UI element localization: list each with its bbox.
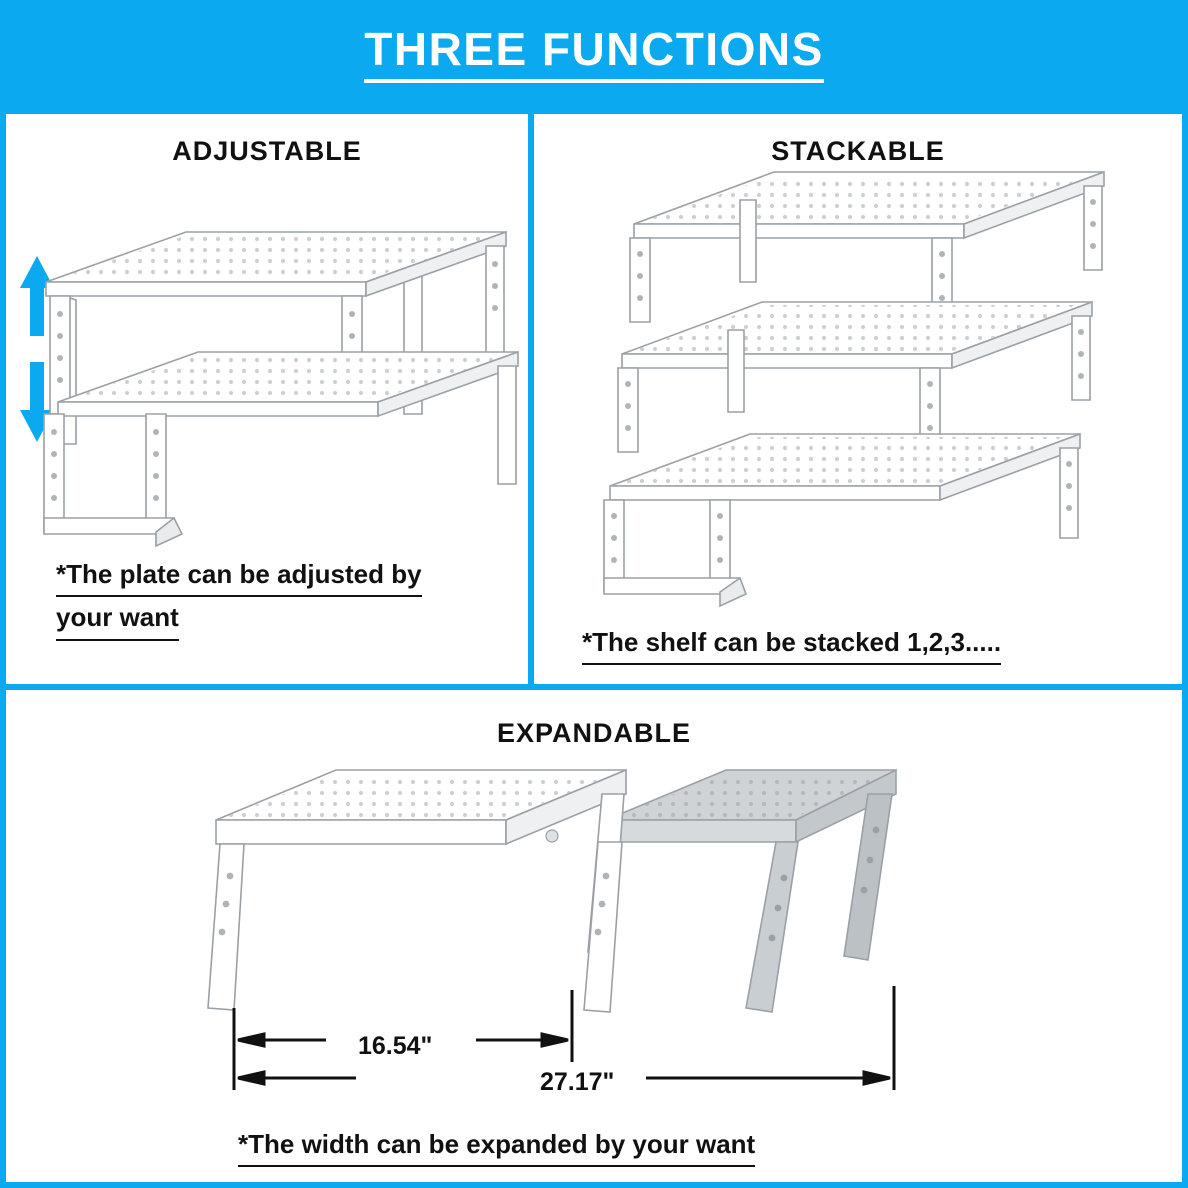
panel-title-expandable: EXPANDABLE (496, 718, 692, 748)
panel-adjustable (6, 114, 528, 684)
panel-title-adjustable: ADJUSTABLE (172, 136, 362, 166)
caption-expandable-line1: *The width can be expanded by your want (238, 1124, 755, 1167)
product-illustration-expandable (6, 690, 1182, 1120)
panel-stackable (534, 114, 1182, 684)
caption-expandable (238, 1124, 1078, 1167)
caption-adjustable-line1: *The plate can be adjusted by (56, 554, 422, 597)
caption-stackable-line1: *The shelf can be stacked 1,2,3..... (582, 622, 1001, 665)
dimension-collapsed: 16.54" (358, 1032, 433, 1060)
product-illustration-adjustable (6, 114, 528, 584)
caption-stackable (582, 622, 1162, 665)
panel-expandable (6, 690, 1182, 1182)
panel-title-stackable: STACKABLE (771, 136, 945, 166)
dimension-expanded: 27.17" (540, 1068, 615, 1096)
poster-header (0, 0, 1188, 108)
caption-adjustable (56, 554, 516, 641)
page-title: THREE FUNCTIONS (364, 25, 824, 83)
caption-adjustable-line2: your want (56, 597, 179, 640)
product-illustration-stackable (534, 114, 1182, 634)
